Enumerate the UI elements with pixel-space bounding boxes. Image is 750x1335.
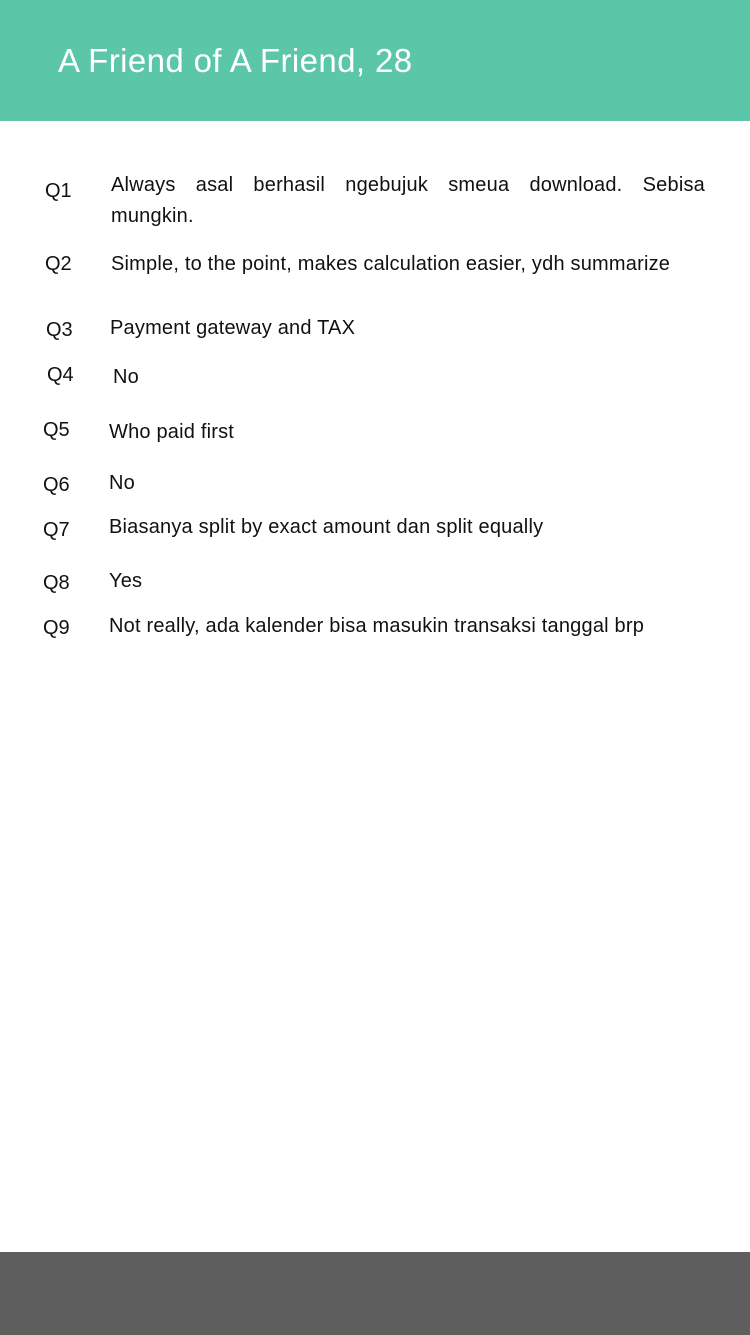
question-label: Q9 [43,617,70,639]
answer-text: Yes [109,570,143,592]
header-bar [0,0,750,121]
answer-text: Who paid first [109,421,235,443]
question-label: Q8 [43,572,70,594]
question-label: Q2 [45,253,72,275]
question-label: Q4 [47,364,74,386]
answer-text: No [113,366,139,388]
page-title: A Friend of A Friend, 28 [58,42,413,79]
question-label: Q3 [46,319,73,341]
answer-text: No [109,472,135,494]
footer-bar [0,1252,750,1335]
answer-text: Simple, to the point, makes calculation easier, ydh summarize [111,253,671,275]
answer-text: Always asal berhasil ngebujuk smeua download. Sebisa mungkin. [111,174,705,227]
answer-text: Not really, ada kalender bisa masukin transaksi tanggal brp [109,615,645,637]
answer-text: Biasanya split by exact amount dan split equally [109,516,544,538]
question-label: Q5 [43,419,70,441]
question-label: Q1 [45,180,72,202]
question-label: Q7 [43,519,70,541]
question-label: Q6 [43,474,70,496]
answer-text: Payment gateway and TAX [110,317,356,339]
